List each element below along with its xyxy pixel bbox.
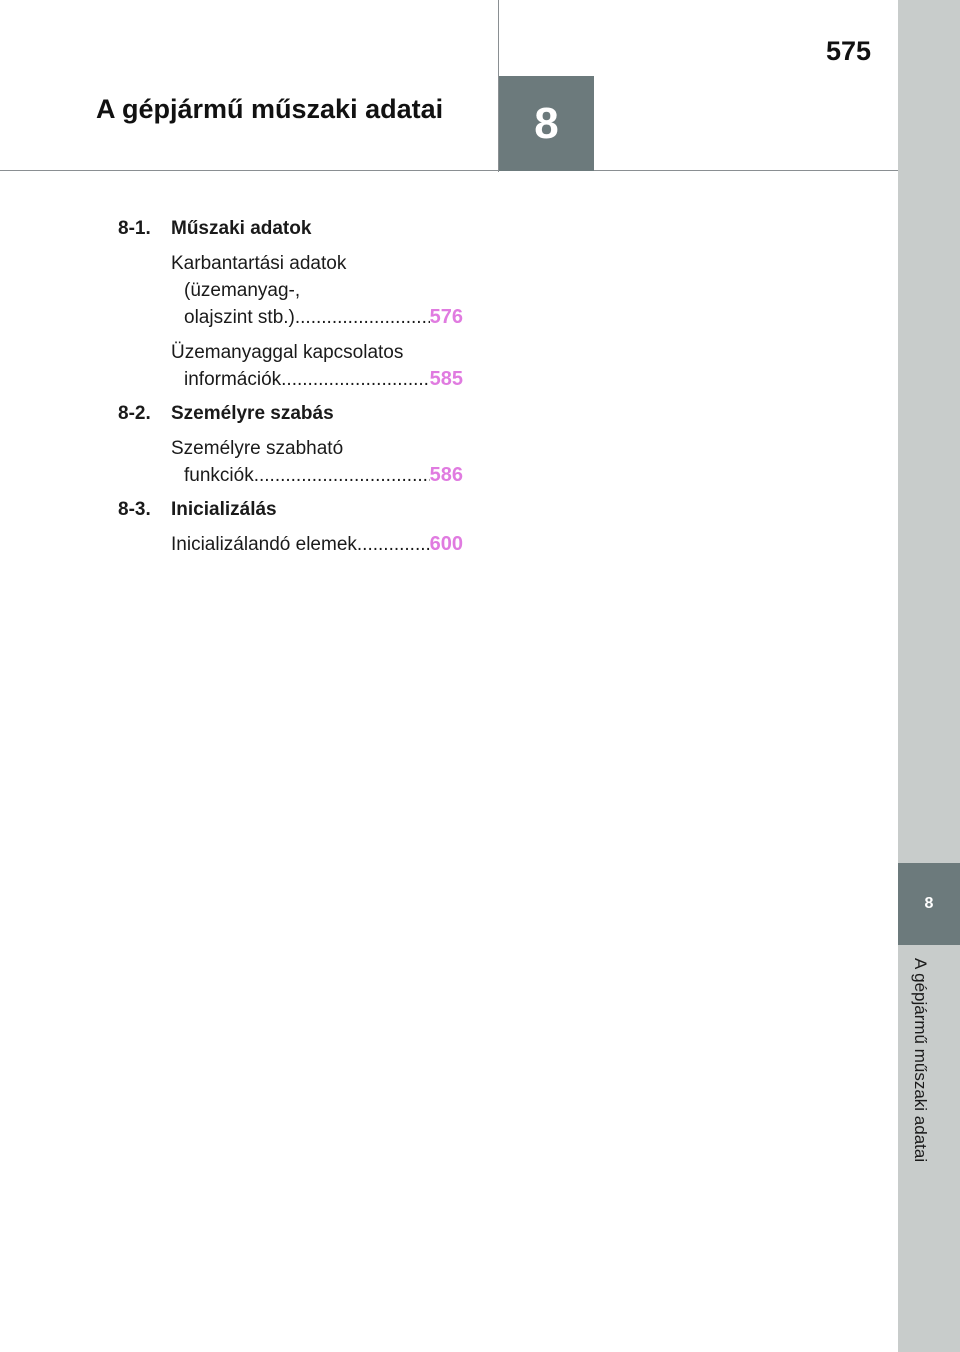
toc-entry-text: funkciók (184, 465, 254, 486)
toc-section-number: 8-2. (118, 403, 151, 424)
chapter-number-box: 8 (499, 76, 594, 171)
toc-entry[interactable] (171, 531, 463, 558)
dot-leader (281, 366, 429, 393)
toc-entry[interactable] (171, 250, 463, 331)
toc-page-link[interactable]: 600 (429, 533, 463, 555)
toc-entry-text: olajszint stb.) (184, 307, 295, 328)
toc-section-heading (118, 497, 463, 523)
toc-section-title: Személyre szabás (171, 403, 334, 424)
chapter-title: A gépjármű műszaki adatai (96, 94, 444, 124)
dot-leader (295, 304, 430, 331)
toc-entry[interactable] (171, 339, 463, 393)
toc-section-number: 8-1. (118, 218, 151, 239)
toc-entry-text: Üzemanyaggal kapcsolatos (171, 342, 404, 363)
toc-entry-text: Karbantartási adatok (171, 253, 347, 274)
page-number: 575 (826, 36, 872, 66)
dot-leader (254, 462, 430, 489)
toc-entry-text: Inicializálandó elemek (171, 534, 357, 555)
toc-page-link[interactable]: 585 (429, 368, 463, 390)
toc-entry[interactable] (171, 435, 463, 489)
header-horizontal-rule (0, 170, 898, 171)
dot-leader (357, 531, 430, 558)
toc-entry-text: Személyre szabható (171, 438, 344, 459)
table-of-contents (118, 216, 463, 566)
toc-page-link[interactable]: 586 (429, 464, 463, 486)
toc-section-title: Műszaki adatok (171, 218, 312, 239)
toc-section-title: Inicializálás (171, 499, 277, 520)
toc-page-link[interactable]: 576 (429, 306, 463, 328)
toc-section-heading (118, 401, 463, 427)
side-tab-number[interactable]: 8 (898, 863, 960, 945)
side-tab-title: A gépjármű műszaki adatai (911, 958, 930, 1163)
toc-section-heading (118, 216, 463, 242)
toc-section-number: 8-3. (118, 499, 151, 520)
toc-entry-text: (üzemanyag-, (184, 280, 301, 301)
toc-entry-text: információk (184, 369, 282, 390)
